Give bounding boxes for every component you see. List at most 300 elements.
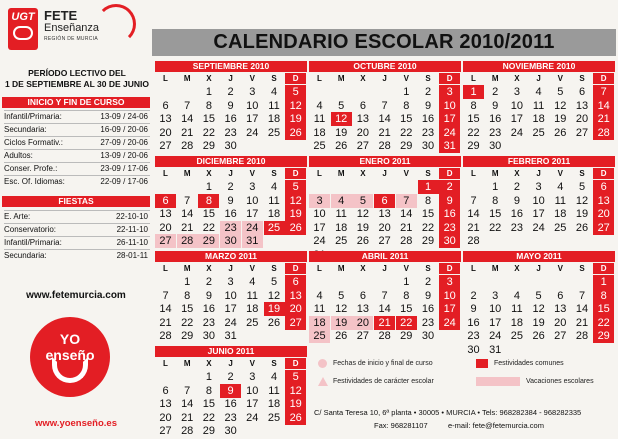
- day-cell: 21: [181, 411, 194, 424]
- day-cell: 16: [224, 208, 237, 221]
- weekday-header: J: [382, 169, 387, 178]
- handshake-icon: [13, 26, 33, 40]
- month-name: SEPTIEMBRE 2010: [155, 61, 307, 72]
- day-cell: 29: [400, 330, 413, 343]
- day-cell: 12: [267, 289, 281, 302]
- weekday-row: [463, 263, 615, 274]
- inicio-value: 13-09 / 24-06: [100, 112, 148, 121]
- legend-comunes: Festividades comunes: [494, 360, 564, 367]
- day-cell: 19: [575, 208, 589, 221]
- day-cell: 9: [470, 303, 477, 316]
- day-cell: 8: [424, 194, 432, 207]
- day-cell: 11: [313, 113, 326, 126]
- month-name: MAYO 2011: [463, 251, 615, 262]
- day-cell: 3: [492, 289, 499, 302]
- weekday-header: S: [425, 169, 431, 178]
- smile-icon: [52, 357, 88, 383]
- month-block: [155, 251, 307, 343]
- day-cell: 5: [270, 276, 278, 288]
- day-cell: 8: [470, 99, 477, 112]
- day-cell: 17: [532, 208, 545, 221]
- day-cell: 3: [439, 275, 460, 289]
- weekday-header: V: [403, 74, 409, 83]
- weekday-header: M: [491, 169, 499, 178]
- day-cell: 8: [403, 289, 410, 302]
- day-cell: 5: [578, 181, 586, 193]
- day-cell: 1: [205, 86, 212, 98]
- day-cell: 27: [155, 234, 176, 248]
- day-cell: 17: [246, 113, 259, 126]
- weekday-header: M: [183, 359, 191, 368]
- weekday-header: X: [514, 74, 520, 83]
- day-cell: 10: [224, 289, 237, 302]
- weekday-header: L: [317, 264, 322, 273]
- website-link[interactable]: www.fetemurcia.com: [26, 290, 126, 301]
- inicio-label: Ciclos Formativ.:: [4, 138, 63, 147]
- weekday-row: [155, 73, 307, 84]
- day-cell: 25: [267, 411, 281, 424]
- day-cell: 7: [396, 194, 417, 208]
- day-cell: 22: [202, 126, 216, 139]
- ugt-logo: [8, 8, 38, 50]
- swoosh-icon: [96, 4, 136, 44]
- day-cell: 27: [593, 221, 614, 235]
- inicio-label: Adultos:: [4, 151, 33, 160]
- day-cell: 28: [467, 235, 480, 248]
- inicio-label: Esc. Of. Idiomas:: [4, 177, 65, 186]
- day-cell: 21: [159, 316, 172, 329]
- day-cell: 27: [285, 316, 306, 330]
- day-cell: 3: [535, 181, 542, 193]
- month-block: [155, 156, 307, 248]
- day-cell: 21: [378, 126, 391, 139]
- weekday-row: [155, 358, 307, 369]
- inicio-value: 13-09 / 20-06: [100, 151, 148, 160]
- day-cell: 15: [202, 208, 216, 221]
- fiestas-row: [4, 210, 150, 221]
- day-cell: 21: [575, 316, 589, 329]
- day-cell: 12: [554, 99, 567, 112]
- day-cell: 1: [463, 85, 484, 99]
- day-cell: 20: [159, 221, 172, 234]
- day-cell: 24: [510, 126, 524, 139]
- day-cell: 29: [198, 234, 219, 248]
- day-cell: 6: [578, 86, 586, 98]
- weekday-header: V: [557, 169, 563, 178]
- day-cell: 26: [285, 126, 306, 140]
- day-cell: 30: [421, 140, 435, 153]
- weekday-header: D: [593, 263, 614, 274]
- day-cell: 1: [593, 275, 614, 289]
- day-cell: 24: [439, 316, 460, 330]
- day-cell: 26: [554, 126, 567, 139]
- day-cell: 16: [421, 303, 435, 316]
- day-cell: 11: [246, 289, 258, 302]
- day-cell: 4: [557, 181, 564, 193]
- day-cell: 21: [467, 221, 480, 234]
- day-cell: 9: [492, 99, 499, 112]
- day-cell: 26: [575, 221, 589, 234]
- weekday-header: L: [471, 264, 476, 273]
- day-cell: 26: [356, 235, 370, 248]
- day-cell: 15: [400, 303, 413, 316]
- day-cell: 14: [467, 208, 480, 221]
- day-cell: 10: [510, 99, 524, 112]
- day-cell: 25: [313, 140, 326, 153]
- day-cell: 3: [249, 86, 256, 98]
- day-cell: 23: [510, 221, 524, 234]
- day-cell: 21: [400, 221, 413, 234]
- day-cell: 13: [575, 99, 589, 112]
- day-cell: 1: [205, 371, 212, 383]
- fiestas-value: 22-11-10: [116, 225, 148, 234]
- weekday-header: D: [439, 73, 460, 84]
- day-cell: 25: [532, 126, 545, 139]
- day-cell: 24: [489, 330, 502, 343]
- day-cell: 26: [285, 411, 306, 425]
- weekday-header: D: [439, 168, 460, 179]
- day-cell: 2: [205, 276, 212, 288]
- day-cell: 2: [492, 86, 499, 98]
- day-cell: 10: [246, 384, 259, 397]
- day-cell: 24: [313, 235, 326, 248]
- day-cell: 13: [285, 289, 306, 303]
- weekday-header: D: [439, 263, 460, 274]
- day-cell: 12: [335, 303, 348, 316]
- day-cell: 18: [554, 208, 567, 221]
- day-cell: 14: [378, 303, 391, 316]
- day-cell: 30: [421, 330, 435, 343]
- day-cell: 8: [492, 194, 499, 207]
- org-region: REGIÓN DE MURCIA: [44, 36, 98, 42]
- day-cell: 20: [352, 316, 373, 330]
- month-name: ABRIL 2011: [309, 251, 461, 262]
- day-cell: 23: [220, 221, 241, 235]
- org-subtitle: Enseñanza: [44, 22, 100, 34]
- weekday-row: [309, 263, 461, 274]
- day-cell: 14: [575, 303, 589, 316]
- fiestas-value: 28-01-11: [116, 251, 148, 260]
- day-cell: 1: [205, 181, 212, 193]
- weekday-header: X: [360, 74, 366, 83]
- day-cell: 29: [467, 140, 480, 153]
- day-cell: 23: [224, 126, 237, 139]
- day-cell: 23: [467, 330, 480, 343]
- day-cell: 11: [335, 208, 347, 221]
- inicio-value: 22-09 / 17-06: [100, 177, 148, 186]
- inicio-row: [4, 123, 150, 134]
- fiestas-label: Secundaria:: [4, 251, 47, 260]
- day-cell: 15: [202, 398, 216, 411]
- day-cell: 11: [554, 194, 566, 207]
- day-cell: 2: [424, 276, 432, 288]
- day-cell: 2: [424, 86, 432, 98]
- day-cell: 28: [575, 330, 589, 343]
- legend-fechas: Fechas de inicio y final de curso: [333, 360, 433, 367]
- day-cell: 22: [396, 316, 417, 330]
- day-cell: 30: [439, 234, 460, 248]
- weekday-header: X: [206, 359, 212, 368]
- yoenseno-link[interactable]: www.yoenseño.es: [34, 418, 117, 429]
- day-cell: 3: [513, 86, 520, 98]
- day-cell: 10: [532, 194, 545, 207]
- title-bar: [152, 29, 616, 56]
- day-cell: 18: [267, 113, 281, 126]
- day-cell: 27: [356, 140, 370, 153]
- day-cell: 17: [489, 316, 502, 329]
- day-cell: 11: [532, 99, 545, 112]
- weekday-row: [463, 73, 615, 84]
- day-cell: 6: [155, 194, 176, 208]
- day-cell: 3: [227, 276, 234, 288]
- weekday-header: D: [593, 168, 614, 179]
- month-name: ENERO 2011: [309, 156, 461, 167]
- day-cell: 11: [268, 384, 280, 397]
- weekday-header: S: [425, 74, 431, 83]
- legend-vacaciones: Vacaciones escolares: [526, 378, 594, 385]
- weekday-header: L: [163, 169, 168, 178]
- day-cell: 3: [249, 181, 256, 193]
- day-cell: 29: [181, 330, 194, 343]
- month-block: [309, 61, 461, 153]
- weekday-header: L: [163, 359, 168, 368]
- day-cell: 23: [421, 316, 435, 329]
- day-cell: 31: [439, 139, 460, 153]
- day-cell: 12: [331, 112, 352, 126]
- day-cell: 21: [181, 221, 194, 234]
- month-name: OCTUBRE 2010: [309, 61, 461, 72]
- weekday-header: M: [491, 264, 499, 273]
- month-block: [155, 61, 307, 153]
- day-cell: 27: [159, 140, 172, 153]
- day-cell: 6: [359, 289, 366, 302]
- day-cell: 20: [159, 411, 172, 424]
- day-cell: 2: [513, 181, 520, 193]
- day-cell: 17: [439, 112, 460, 126]
- day-cell: 10: [313, 208, 326, 221]
- day-cell: 2: [227, 181, 234, 193]
- day-cell: 1: [403, 86, 410, 98]
- day-cell: 28: [181, 140, 194, 153]
- weekday-header: L: [471, 169, 476, 178]
- day-cell: 15: [489, 208, 502, 221]
- day-cell: 10: [439, 289, 460, 303]
- day-cell: 7: [184, 194, 191, 207]
- month-name: FEBRERO 2011: [463, 156, 615, 167]
- day-cell: 22: [202, 411, 216, 424]
- weekday-header: M: [337, 264, 345, 273]
- left-panel: [0, 0, 152, 439]
- inicio-row: [4, 136, 150, 147]
- month-name: DICIEMBRE 2010: [155, 156, 307, 167]
- day-cell: 12: [285, 384, 306, 398]
- day-cell: 29: [202, 140, 216, 153]
- day-cell: 7: [184, 384, 191, 397]
- weekday-header: X: [514, 264, 520, 273]
- day-cell: 30: [467, 344, 480, 356]
- day-cell: 7: [578, 289, 586, 302]
- day-cell: 21: [593, 112, 614, 126]
- weekday-row: [463, 168, 615, 179]
- day-cell: 31: [242, 234, 263, 248]
- day-cell: 16: [510, 208, 524, 221]
- day-cell: 9: [227, 194, 234, 207]
- weekday-header: V: [403, 264, 409, 273]
- day-cell: 7: [593, 85, 614, 99]
- day-cell: 9: [424, 289, 432, 302]
- day-cell: 19: [285, 397, 306, 411]
- day-cell: 19: [554, 113, 567, 126]
- day-cell: 4: [331, 194, 352, 208]
- inicio-row: [4, 162, 150, 173]
- weekday-header: D: [285, 73, 306, 84]
- day-cell: 19: [335, 126, 348, 139]
- day-cell: 14: [400, 208, 413, 221]
- weekday-header: D: [593, 73, 614, 84]
- day-cell: 11: [268, 194, 280, 207]
- day-cell: 29: [421, 235, 435, 248]
- day-cell: 25: [246, 316, 259, 329]
- day-cell: 17: [313, 221, 326, 234]
- inicio-heading: INICIO Y FIN DE CURSO: [2, 97, 150, 108]
- month-name: MARZO 2011: [155, 251, 307, 262]
- day-cell: 24: [224, 316, 237, 329]
- day-cell: 11: [313, 303, 326, 316]
- day-cell: 2: [439, 180, 460, 194]
- day-cell: 29: [202, 425, 216, 438]
- day-cell: 4: [249, 276, 256, 288]
- day-cell: 19: [331, 316, 352, 330]
- weekday-header: S: [425, 264, 431, 273]
- weekday-header: M: [183, 74, 191, 83]
- day-cell: 18: [510, 316, 524, 329]
- day-cell: 29: [400, 140, 413, 153]
- address-line: C/ Santa Teresa 10, 6ª planta • 30005 • MURCIA • Tels: 968282384 - 968282335: [314, 408, 582, 417]
- inicio-value: 27-09 / 20-06: [100, 138, 148, 147]
- day-cell: 20: [554, 316, 567, 329]
- weekday-header: L: [163, 264, 168, 273]
- ugt-logo-text: UGT: [11, 11, 35, 23]
- day-cell: 6: [374, 194, 395, 208]
- legend-dot-icon: [318, 359, 327, 368]
- inicio-row: [4, 110, 150, 121]
- day-cell: 23: [489, 126, 502, 139]
- day-cell: 1: [492, 181, 499, 193]
- day-cell: 10: [246, 194, 259, 207]
- day-cell: 23: [439, 221, 460, 235]
- yo-enseno-logo: [30, 317, 110, 397]
- day-cell: 19: [532, 316, 545, 329]
- day-cell: 5: [557, 86, 564, 98]
- day-cell: 15: [593, 302, 614, 316]
- month-block: [463, 156, 615, 248]
- day-cell: 22: [489, 221, 502, 234]
- day-cell: 22: [593, 316, 614, 330]
- day-cell: 9: [227, 99, 234, 112]
- weekday-header: S: [271, 74, 277, 83]
- weekday-header: J: [228, 264, 233, 273]
- weekday-header: L: [317, 74, 322, 83]
- day-cell: 15: [421, 208, 435, 221]
- day-cell: 17: [246, 398, 259, 411]
- day-cell: 1: [418, 180, 439, 194]
- day-cell: 26: [335, 330, 348, 343]
- fiestas-label: Infantil/Primaria:: [4, 238, 62, 247]
- inicio-value: 16-09 / 20-06: [100, 125, 148, 134]
- weekday-header: V: [249, 264, 255, 273]
- day-cell: 17: [510, 113, 524, 126]
- day-cell: 27: [356, 330, 370, 343]
- day-cell: 9: [220, 384, 241, 398]
- day-cell: 24: [439, 126, 460, 140]
- day-cell: 24: [242, 221, 263, 235]
- weekday-header: J: [228, 74, 233, 83]
- day-cell: 27: [159, 425, 172, 438]
- weekday-header: J: [228, 359, 233, 368]
- day-cell: 9: [513, 194, 520, 207]
- weekday-header: X: [514, 169, 520, 178]
- day-cell: 15: [202, 113, 216, 126]
- day-cell: 3: [249, 371, 256, 383]
- day-cell: 30: [202, 330, 216, 343]
- day-cell: 27: [575, 126, 589, 139]
- day-cell: 16: [489, 113, 502, 126]
- day-cell: 31: [489, 344, 502, 356]
- day-cell: 28: [378, 330, 391, 343]
- day-cell: 9: [424, 99, 432, 112]
- day-cell: 22: [400, 126, 413, 139]
- day-cell: 6: [593, 180, 614, 194]
- day-cell: 28: [400, 235, 413, 248]
- day-cell: 8: [403, 99, 410, 112]
- day-cell: 17: [246, 208, 259, 221]
- month-block: [155, 346, 307, 438]
- day-cell: 16: [224, 113, 237, 126]
- day-cell: 13: [356, 303, 370, 316]
- legend-vacation-swatch: [476, 377, 520, 386]
- day-cell: 16: [202, 303, 216, 316]
- weekday-header: S: [579, 74, 585, 83]
- day-cell: 21: [181, 126, 194, 139]
- weekday-header: V: [249, 169, 255, 178]
- day-cell: 15: [181, 303, 194, 316]
- day-cell: 31: [224, 330, 237, 343]
- email-line[interactable]: e-mail: fete@fetemurcia.com: [448, 421, 544, 430]
- day-cell: 12: [532, 303, 545, 316]
- weekday-header: J: [382, 74, 387, 83]
- day-cell: 4: [513, 289, 520, 302]
- day-cell: 6: [162, 384, 169, 397]
- weekday-header: S: [271, 264, 277, 273]
- weekday-header: V: [557, 264, 563, 273]
- weekday-row: [309, 168, 461, 179]
- day-cell: 9: [205, 289, 212, 302]
- day-cell: 21: [374, 316, 395, 330]
- day-cell: 5: [352, 194, 373, 208]
- month-name: NOVIEMBRE 2010: [463, 61, 615, 72]
- day-cell: 16: [467, 316, 480, 329]
- day-cell: 5: [285, 370, 306, 384]
- day-cell: 7: [381, 99, 388, 112]
- day-cell: 5: [535, 289, 542, 302]
- weekday-row: [155, 263, 307, 274]
- day-cell: 25: [264, 221, 285, 235]
- fiestas-value: 26-11-10: [116, 238, 148, 247]
- month-block: [463, 251, 615, 356]
- day-cell: 23: [224, 411, 237, 424]
- page-title: CALENDARIO ESCOLAR 2010/2011: [213, 31, 555, 53]
- day-cell: 25: [554, 221, 567, 234]
